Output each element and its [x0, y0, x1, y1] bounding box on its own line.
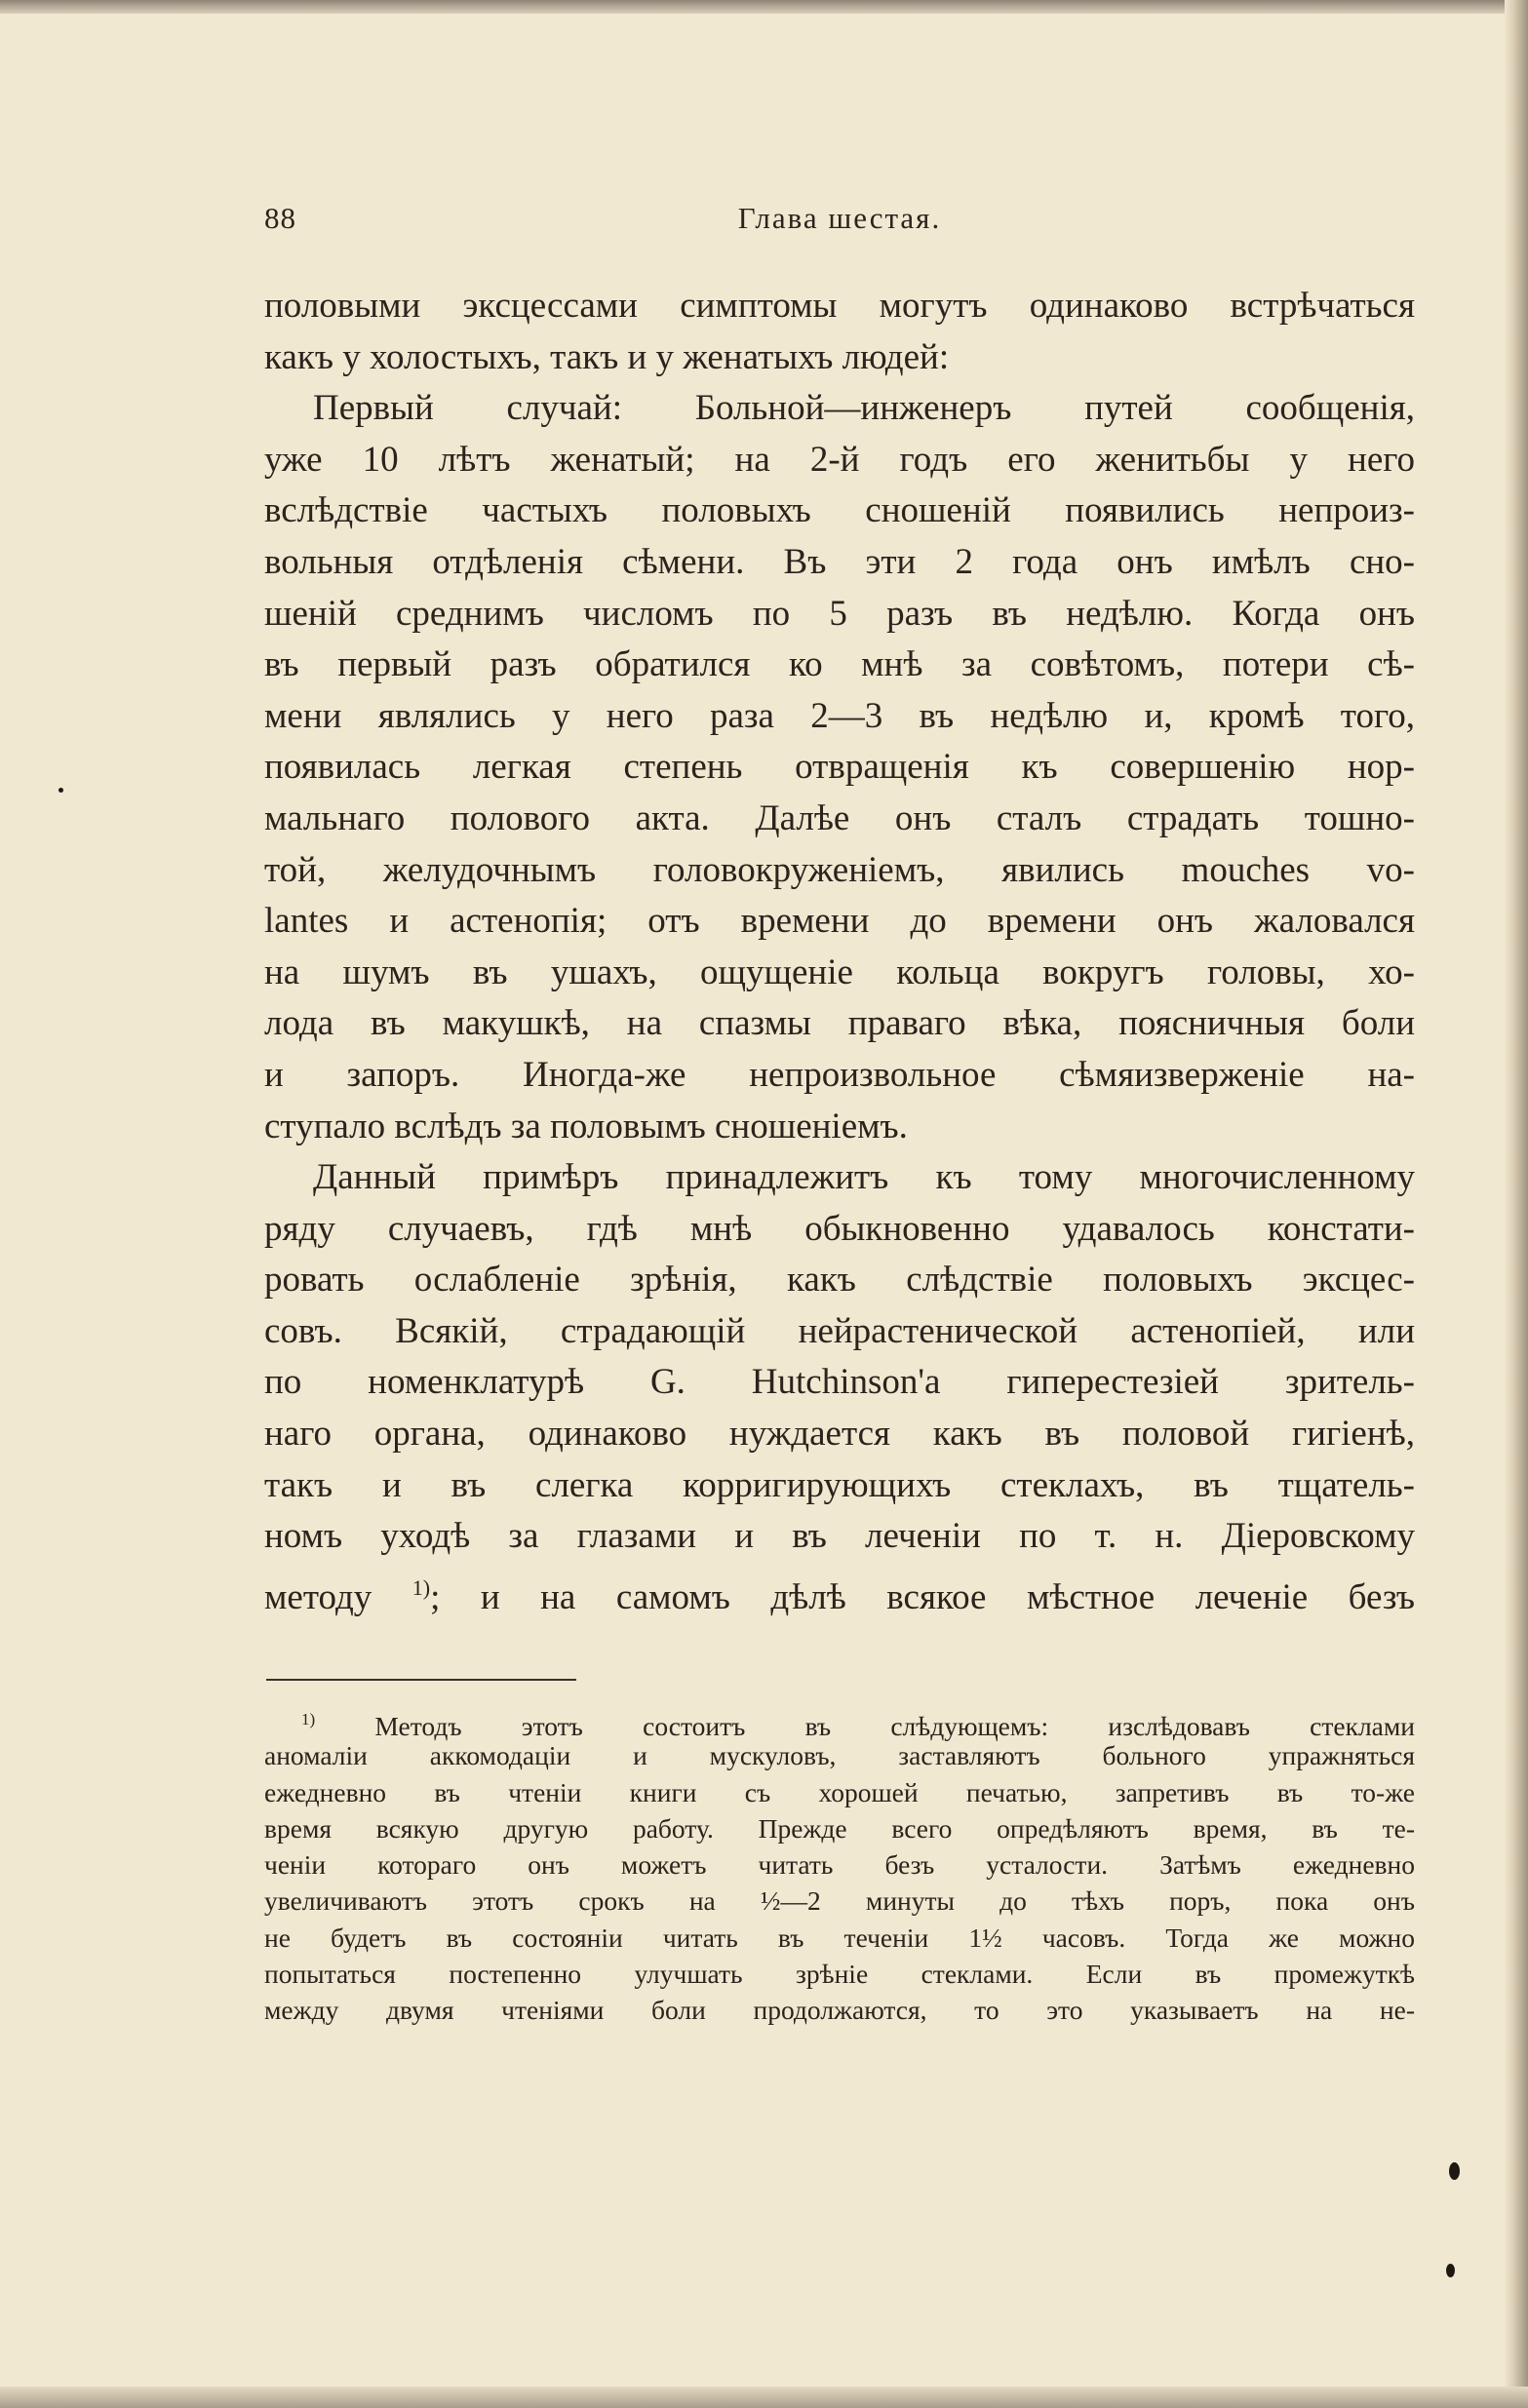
text-line: мальнаго полового акта. Далѣе онъ сталъ страдать тошно- — [264, 797, 1415, 838]
text-line: Данный примѣръ принадлежитъ къ тому многочисленному — [313, 1157, 1415, 1198]
text-line: на шумъ въ ушахъ, ощущеніе кольца вокругъ головы, хо- — [264, 952, 1415, 992]
footnote — [264, 1701, 1415, 2029]
text-line: ровать ослабленіе зрѣнія, какъ слѣдствіе половыхъ эксцес- — [264, 1260, 1415, 1301]
footnote-line: ежедневно въ чтеніи книги съ хорошей печатью, запретивъ въ то-же — [264, 1776, 1415, 1807]
text-line: лода въ макушкѣ, на спазмы праваго вѣка, поясничныя боли — [264, 1003, 1415, 1044]
footnote-line — [264, 1701, 1415, 1741]
footnote-line: аномаліи аккомодаціи и мускуловъ, заставляютъ больного упражняться — [264, 1740, 1415, 1771]
text-line: ступало вслѣдъ за половымъ сношеніемъ. — [264, 1106, 908, 1146]
footnote-line-text: Методъ этотъ состоитъ въ слѣдующемъ: изслѣдовавъ стеклами — [374, 1711, 1415, 1741]
ink-speck — [59, 788, 63, 793]
text-line-end: ; и на самомъ дѣлѣ всякое мѣстное леченіе безъ — [430, 1576, 1415, 1617]
text-line: такъ и въ слегка корригирующихъ стеклахъ, въ тщатель- — [264, 1464, 1415, 1505]
page-edge-top — [0, 0, 1528, 14]
text-line: ряду случаевъ, гдѣ мнѣ обыкновенно удавалось констати- — [264, 1208, 1415, 1249]
footnote-line: время всякую другую работу. Прежде всего опредѣляютъ время, въ те- — [264, 1812, 1415, 1844]
footnote-reference: 1) — [411, 1574, 431, 1600]
footnote-divider — [266, 1679, 576, 1681]
page-edge-right — [1505, 0, 1528, 2408]
text-line: появилась легкая степень отвращенія къ совершенію нор- — [264, 747, 1415, 788]
text-line-start: методу — [264, 1576, 372, 1617]
text-line: номъ уходѣ за глазами и въ леченіи по т. н. Діеровскому — [264, 1516, 1415, 1557]
footnote-line: ченіи котораго онъ можетъ читать безъ усталости. Затѣмъ ежедневно — [264, 1849, 1415, 1881]
ink-speck — [1446, 2264, 1455, 2277]
page-edge-bottom — [0, 2387, 1528, 2408]
footnote-line: попытаться постепенно улучшать зрѣніе стеклами. Если въ промежуткѣ — [264, 1959, 1415, 1990]
body-text — [264, 281, 1415, 1617]
text-line: мени являлись у него раза 2—3 въ недѣлю и, кромѣ того, — [264, 695, 1415, 736]
text-line: и запоръ. Иногда-же непроизвольное сѣмяизверженіе на- — [264, 1054, 1415, 1095]
text-line: наго органа, одинаково нуждается какъ въ половой гигіенѣ, — [264, 1414, 1415, 1455]
text-line: lantes и астенопія; отъ времени до времени онъ жаловался — [264, 901, 1415, 942]
ink-speck — [1449, 2162, 1460, 2180]
running-title: Глава шестая. — [737, 201, 942, 235]
text-line: той, желудочнымъ головокруженіемъ, явились mouches vo- — [264, 849, 1415, 890]
text-line: по номенклатурѣ G. Hutchinson'а гиперестезіей зритель- — [264, 1362, 1415, 1403]
page-number: 88 — [264, 201, 296, 235]
page-header — [264, 201, 1415, 244]
text-line: вслѣдствіе частыхъ половыхъ сношеній появились непроиз- — [264, 490, 1415, 531]
footnote-line: увеличиваютъ этотъ срокъ на ½—2 минуты до тѣхъ поръ, пока онъ — [264, 1885, 1415, 1917]
text-line: какъ у холостыхъ, такъ и у женатыхъ людей: — [264, 336, 950, 377]
text-line: совъ. Всякій, страдающій нейрастенической астенопіей, или — [264, 1310, 1415, 1351]
text-line: шеній среднимъ числомъ по 5 разъ въ недѣлю. Когда онъ — [264, 593, 1415, 634]
text-line: Первый случай: Больной—инженеръ путей сообщенія, — [313, 388, 1415, 429]
text-line: въ первый разъ обратился ко мнѣ за совѣтомъ, потери сѣ- — [264, 644, 1415, 685]
footnote-marker: 1) — [301, 1710, 316, 1728]
footnote-line: между двумя чтеніями боли продолжаются, то это указываетъ на не- — [264, 1995, 1415, 2026]
text-line: вольныя отдѣленія сѣмени. Въ эти 2 года онъ имѣлъ сно- — [264, 541, 1415, 582]
footnote-line: не будетъ въ состояніи читать въ теченіи 1½ часовъ. Тогда же можно — [264, 1922, 1415, 1953]
text-line: половыми эксцессами симптомы могутъ одинаково встрѣчаться — [264, 286, 1415, 326]
text-line — [264, 1563, 1415, 1617]
text-line: уже 10 лѣтъ женатый; на 2-й годъ его женитьбы у него — [264, 439, 1415, 480]
